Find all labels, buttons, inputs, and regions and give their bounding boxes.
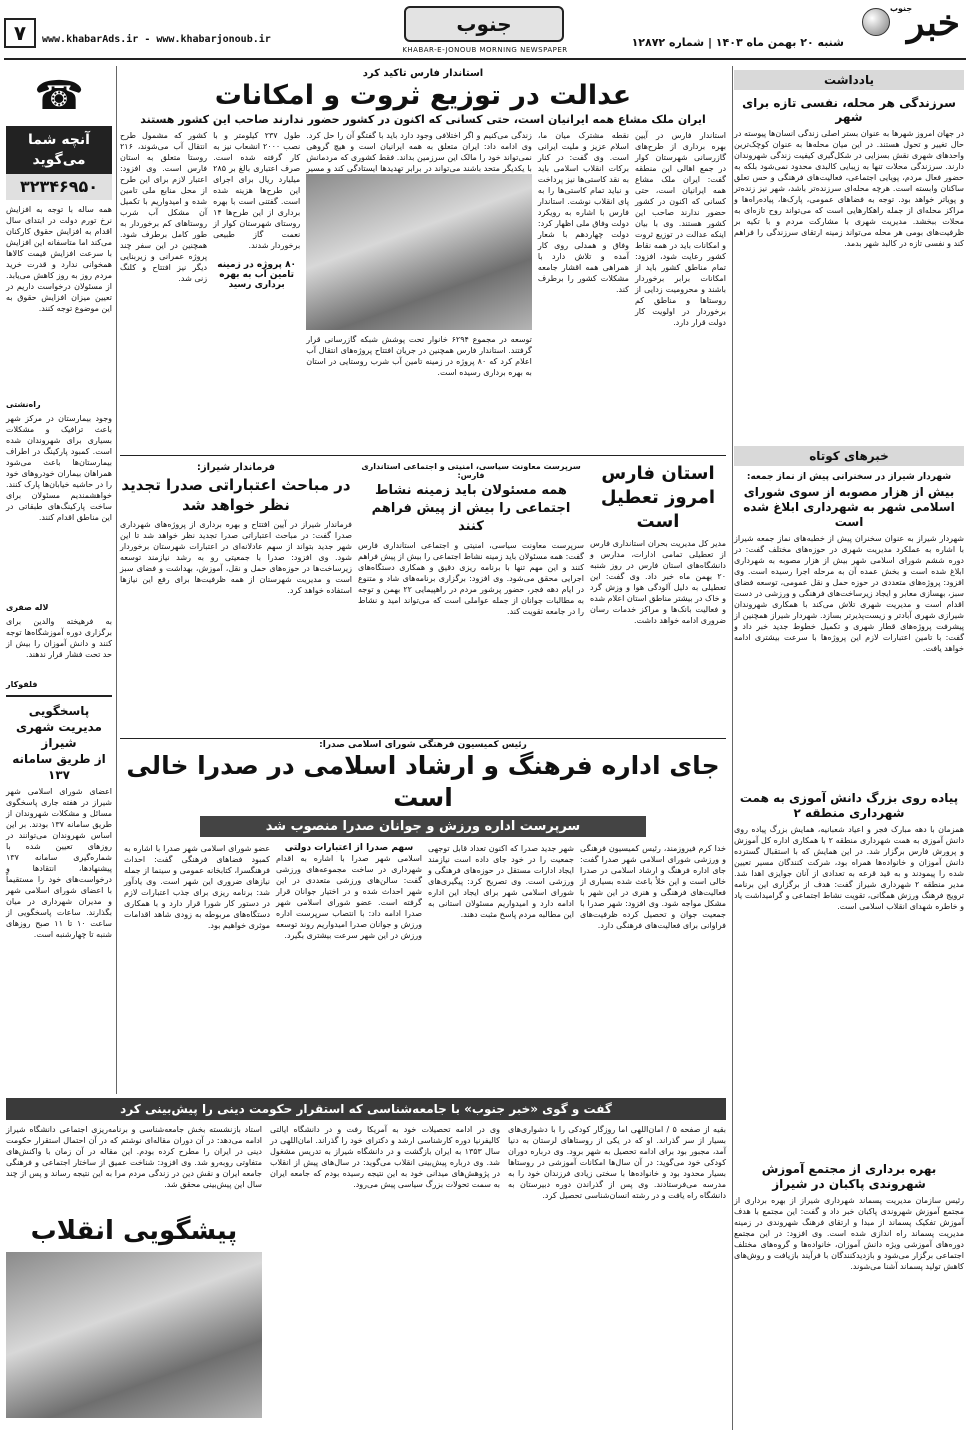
short-news-2-headline: پیاده روی بزرگ دانش آموزی به همت شهرداری منطقه ۲: [739, 791, 959, 820]
vitality-article: [358, 462, 584, 734]
page-number: ۷: [13, 21, 27, 45]
short-news-3-body: رئیس سازمان مدیریت پسماند شهرداری شیراز از بهره برداری از مجتمع آموزش شهروندی پاکبان خبر داد و گفت: این مجتمع با هدف آموزش تفکیک پسماند از مبدا و ارتقای فرهنگ شهروندی در زمینه مدیریت پسماند راه اندازی شده است. وی افزود: در این مجتمع دوره‌های آموزشی ویژه دانش آموزان، خانواده‌ها و گروه‌های مختلف اجتماعی برگزار می‌شود و بازدیدکنندگان با فرآیند بازیافت و روش‌های کاهش تولید پسماند آشنا می‌شوند.: [734, 1196, 964, 1271]
readers-phone-number: ۳۲۳۴۶۹۵۰: [6, 174, 112, 200]
side-row-rule: [120, 455, 726, 456]
short-news-1-headline: بیش از هزار مصوبه از سوی شورای اسلامی شهر به شهرداری ابلاغ شده است: [743, 485, 955, 529]
readers-msg-2-author: لاله صفری: [6, 603, 49, 612]
masthead-websites: www.khabarAds.ir - www.khabarjonoub.ir: [42, 34, 271, 45]
main-article-box-body: توسعه در مجموع ۶۲۹۴ خانوار تحت پوشش شبکه گازرسانی قرار گرفتند. استاندار فارس همچنین در جریان افتتاح پروژه‌های انتقال آب اعلام کرد که ۸۰ پروژه در زمینه تامین آب شرب روستایی در استان به بهره برداری رسیده است.: [306, 335, 532, 377]
masthead-date-issue: شنبه ۲۰ بهمن ماه ۱۴۰۳ | شماره ۱۲۸۷۲: [631, 36, 844, 49]
main-article-col4: طول ۲۳۷ کیلومتر و با نصب ۲۰۰۰ انشعاب نیز به کار گرفته شده است. صرف اعتباری بالغ بر ۲۸۵ میلیارد ریال برای اجرای این طرح‌ها هزینه شده است. گفتنی است با بهره برداری از این طرح‌ها ۱۴ روستای شهرستان کوار از نعمت گاز طبیعی برخوردار شدند.: [213, 131, 301, 250]
fars-closed-headline: استان فارس امروز تعطیل است: [600, 463, 716, 532]
sadra-budget-headline: در مباحث اعتباراتی صدرا تجدید نظر خواهد شد: [121, 476, 351, 514]
main-article-col5: کشور که مشمول طرح انتقال آب می‌شوند، ۲۱۶ روستا متعلق به استان فارس است. وی افزود: اعتبار لازم برای این طرح از محل منابع ملی تامین شده و امیدواریم با تکمیل آن مشکل آب شرب روستاهای کم برخوردار به طور کامل برطرف شود. همچنین در این سفر چند پروژه عمرانی و زیربنایی دیگر نیز افتتاح و کلنگ زنی شد.: [119, 131, 208, 283]
main-article: [120, 66, 726, 451]
readers-column: [6, 66, 112, 1094]
sadra-culture-kicker: رئیس کمیسیون فرهنگی شورای اسلامی صدرا:: [319, 740, 527, 750]
masthead-logo: [846, 2, 964, 52]
sadra-budget-kicker: فرماندار شیراز:: [196, 462, 276, 473]
short-news-1-body: شهردار شیراز به عنوان سخنران پیش از خطبه‌های نماز جمعه شیراز با اشاره به عملکرد مدیریت شهری در حوزه‌های مختلف گفت: در دوره ششم شورای اسلامی شهر بیش از هزار مصوبه به شهرداری ابلاغ شده است و بخش عمده آن به مرحله اجرا رسیده است. وی افزود: پروژه‌های متعددی در حوزه حمل و نقل عمومی، توسعه فضای سبز، بهسازی معابر و ایجاد زیرساخت‌های فرهنگی و ورزشی در دست اقدام است و مدیریت شهری تلاش می‌کند با همکاری شهروندان شیرازی شهری آبادتر و زیست‌پذیرتر بسازد. شهردار شیراز همچنین از پیشرفت پروژه‌های قطار شهری و تکمیل خطوط جدید خبر داد و گفت: با تامین اعتبارات لازم این پروژه‌ها با سرعت بیشتری ادامه خواهد یافت.: [734, 534, 964, 653]
readers-msg-3: به فرهیخته والدین برای برگزاری دوره آموزشگاه‌ها توجه کنند و دانش آموزان را بیش از حد تحت فشار قرار ندهند.: [6, 617, 112, 659]
reply-subtitle: از طریق سامانه ۱۳۷: [12, 752, 106, 782]
interview-headline: پیشگویی انقلاب: [30, 1216, 238, 1246]
interview-article: [6, 1124, 726, 1430]
masthead: [0, 0, 970, 62]
main-article-kicker: استاندار فارس تاکید کرد: [362, 68, 484, 79]
reply-title: پاسخگویی مدیریت شهری شیراز: [16, 704, 102, 750]
sadra-budget-body: فرماندار شیراز در آیین افتتاح و بهره برداری از پروژه‌های شهرداری صدرا گفت: در مباحث اعتباراتی صدرا تجدید نظر خواهد شد تا این شهر جدید بتواند از سهم عادلانه‌ای در اعتبارات شهرستان برخوردار شود. وی افزود: صدرا با جمعیتی رو به رشد نیازمند توسعه زیرساخت‌ها در حوزه‌های حمل و نقل، آموزش، بهداشت و فضای سبز است و مدیریت شهرستان از همه ظرفیت‌ها برای رفع این نیازها استفاده خواهد کرد.: [120, 520, 352, 595]
sadra-culture-inner-kicker: سهم صدرا از اعتبارات دولتی: [284, 843, 414, 853]
divider-right: [732, 66, 733, 1430]
sadra-culture-subhead: سرپرست اداره ورزش و جوانان صدرا منصوب شد: [200, 816, 646, 837]
divider-left: [116, 66, 117, 1094]
interview-col3: استاد بازنشسته بخش جامعه‌شناسی و برنامه‌ریزی اجتماعی دانشگاه شیراز ادامه می‌دهد: در آن دوران مقاله‌ای نوشتم که در آن احتمال استقرار حکومت دینی در ایران را مطرح کرده بودم. این مقاله در آن زمان با واکنش‌های متفاوتی روبه‌رو شد. وی افزود: شناخت عمیق از ساختار اجتماعی و فرهنگی جامعه ایران و نقش دین در زندگی مردم مرا به این نتیجه رساند و پس از چند سال این پیش‌بینی محقق شد.: [6, 1125, 262, 1189]
vitality-body: سرپرست معاونت سیاسی، امنیتی و اجتماعی استانداری فارس گفت: همه مسئولان باید زمینه نشاط اجتماعی را بیش از پیش فراهم کنند و این مهم تنها با برنامه ریزی دقیق و همکاری دستگاه‌های اجرایی محقق می‌شود. وی افزود: برگزاری برنامه‌های شاد و متنوع در ایام دهه فجر، حضور پرشور مردم در راهپیمایی ۲۲ بهمن و توجه به مطالبات جوانان از جمله عواملی است که می‌تواند امید و نشاط را در جامعه تقویت کند.: [358, 541, 585, 616]
main-article-subhead: ایران ملک مشاع همه ایرانیان است، حتی کسانی که اکنون در کشور حضور ندارند صاحب این کشور هستند: [140, 113, 706, 126]
section-box: [404, 6, 564, 42]
main-article-box-headline: ۸۰ پروژه در زمینه تامین آب به بهره برداری رسید: [217, 260, 297, 290]
sadra-culture-col2: شهر جدید صدرا که اکنون تعداد قابل توجهی جمعیت را در خود جای داده است نیازمند ایجاد ادارات مستقل در حوزه‌های فرهنگی و ورزشی است. وی تصریح کرد: پیگیری‌های شورای اسلامی شهر برای ایجاد این اداره ادامه دارد و امیدواریم مسئولان استانی به این مطالبه مردم پاسخ مثبت دهند.: [428, 844, 574, 919]
section-title: جنوب: [456, 12, 512, 36]
main-article-col3: زندگی می‌کنیم و اگر اختلافی وجود دارد باید با گفتگو آن را حل کرد. وی ادامه داد: ایران متعلق به همه ایرانیان است و هیچ گروهی نمی‌تواند خود را مالک این سرزمین بداند. فقط کشوری که مردمانش با یکدیگر متحد باشند می‌تواند در برابر تهدیدها ایستادگی کند و مسیر: [306, 131, 532, 173]
vitality-headline: همه مسئولان باید زمینه نشاط اجتماعی را بیش از پیش فراهم کنند: [371, 483, 571, 534]
fars-closed-article: [590, 462, 726, 734]
readers-msg-2: وجود بیمارستان در مرکز شهر باعث ترافیک و مشکلات بسیاری برای شهروندان شده است. کمبود پارکینگ در اطراف بیمارستان‌ها باعث می‌شود همراهان بیماران خودروهای خود را در حاشیه خیابان‌ها پارک کنند. خواهشمندیم مسئولان برای ساخت پارکینگ‌های طبقاتی در این مناطق اقدام کنند.: [6, 414, 112, 522]
yaddasht-headline: سرزندگی هر محله، نفسی تازه برای شهر: [742, 96, 956, 124]
telephone-icon: ☎: [34, 73, 84, 119]
readers-box-title: آنچه شما می‌گوید: [6, 126, 112, 174]
readers-separator: [6, 695, 112, 697]
short-news-3-headline: بهره برداری از مجتمع آموزش شهروندی پاکبان در شیراز: [761, 1162, 937, 1191]
sadra-rule: [120, 738, 726, 739]
main-article-col1: استاندار فارس در آیین بهره برداری از طرح‌های گازرسانی شهرستان کوار در جمع اهالی این منطقه گفت: ایران ملک مشاع همه ایرانیان است، حتی کسانی که اکنون در کشور حضور ندارند صاحب این کشور هستند. وی با بیان اینکه عدالت در توزیع ثروت و امکانات باید در همه نقاط کشور رعایت شود، افزود: تمام مناطق کشور باید از امکانات برابر برخوردار باشند و محرومیت زدایی از روستاها و مناطق کم برخوردار در اولویت کار دولت قرار دارد.: [634, 131, 726, 327]
short-news-box: [734, 446, 964, 1426]
sadra-budget-article: [120, 462, 352, 734]
yaddasht-body: در جهان امروز شهرها به عنوان بستر اصلی زندگی انسان‌ها پیوسته در حال تغییر و تحول هستند. در این میان محله‌ها به عنوان کوچک‌ترین واحدهای شهری نقش بسزایی در شکل‌گیری کیفیت زندگی شهروندان دارند. سرزندگی محلات تنها به زیبایی کالبدی محدود نمی‌شود بلکه به حضور فعال مردم، پویایی اجتماعی، فعالیت‌های فرهنگی و حس تعلق ساکنان وابسته است. هرچه محله‌ای سرزنده‌تر باشد، شهر نیز زنده‌تر و پویاتر خواهد بود. توجه به فضاهای عمومی، پارک‌ها، پیاده‌راه‌ها و مراکز محله‌ای از جمله راهکارهایی است که می‌تواند روح تازه‌ای به محلات ببخشد. مدیریت شهری با مشارکت مردم و با تکیه بر ظرفیت‌های بومی هر محله می‌تواند زمینه ارتقای سرزندگی را فراهم کند و نفسی تازه در کالبد شهر بدمد.: [734, 129, 964, 248]
yaddasht-box-title: یادداشت: [734, 70, 964, 90]
interview-col2: وی در ادامه تحصیلات خود به آمریکا رفت و در دانشگاه ایالتی کالیفرنیا دوره کارشناسی ارشد و دکترای خود را گذراند. امان‌اللهی در سال ۱۳۵۳ به ایران بازگشت و در دانشگاه شیراز به تدریس مشغول شد. وی درباره پیش‌بینی انقلاب می‌گوید: در سال‌های پیش از انقلاب در پژوهش‌های میدانی خود به این نتیجه رسیده بودم که جامعه ایران به سمت تحولات بزرگ سیاسی پیش می‌رود.: [270, 1125, 501, 1189]
interview-col1: بقیه از صفحه ۵ / امان‌اللهی اما روزگار کودکی را با دشواری‌های بسیار از سر گذراند. او که در یکی از روستاهای لرستان به دنیا آمد، مجبور بود برای ادامه تحصیل به شهر برود. وی درباره دوران کودکی خود می‌گوید: در آن سال‌ها امکانات آموزشی در روستاها بسیار محدود بود و خانواده‌ها با سختی زیادی فرزندان خود را به مدرسه می‌فرستادند. وی پس از گذراندن دوره دبیرستان به دانشگاه راه یافت و در رشته انسان‌شناسی تحصیل کرد.: [508, 1125, 727, 1200]
logo-text: خبر: [907, 2, 960, 44]
sadra-culture-col4: عضو شورای اسلامی شهر صدرا با اشاره به کمبود فضاهای فرهنگی گفت: احداث فرهنگسرا، کتابخانه عمومی و سینما از جمله نیازهای ضروری این شهر است. وی یادآور شد: برنامه ریزی برای جذب اعتبارات لازم در دستور کار شورا قرار دارد و با همکاری دستگاه‌های مربوطه به زودی شاهد اقدامات موثری خواهیم بود.: [124, 844, 270, 930]
sadra-culture-headline: جای اداره فرهنگ و ارشاد اسلامی در صدرا خالی است: [126, 751, 720, 812]
short-news-1-kicker: شهردار شیراز در سخنرانی پیش از نماز جمعه:: [746, 472, 952, 482]
main-article-headline: عدالت در توزیع ثروت و امکانات: [214, 80, 632, 111]
short-news-2-body: همزمان با دهه مبارک فجر و اعیاد شعبانیه، همایش بزرگ پیاده روی دانش آموزی به همت شهرداری منطقه ۲ با همکاری اداره کل آموزش و پرورش فارس برگزار شد. در این همایش که با استقبال گسترده دانش آموزان و خانواده‌ها همراه بود، شرکت کنندگان مسیر تعیین شده را پیمودند و به قید قرعه به تعدادی از آنان جوایزی اهدا شد. مدیر منطقه ۲ شهرداری شیراز گفت: هدف از برگزاری این برنامه ترویج فرهنگ ورزش همگانی، تقویت نشاط اجتماعی و گرامیداشت یاد و خاطره شهدای انقلاب اسلامی است.: [734, 825, 965, 911]
yaddasht-box: [734, 70, 964, 440]
main-article-col2: نقطه مشترک میان ما، اسلام عزیز و ملیت ایرانی است. وی گفت: در کنار برکات انقلاب اسلامی باید به نقد کاستی‌ها نیز پرداخت و نباید تمام کاستی‌ها را به پای انقلاب نوشت. استاندار فارس با اشاره به رویکرد دولت وفاق ملی اظهار کرد: دولت چهاردهم با شعار وفاق و همدلی روی کار آمده و تلاش دارد با همراهی همه اقشار جامعه مشکلات کشور را برطرف کند.: [537, 131, 629, 294]
page-number-box: [4, 18, 36, 48]
sadra-culture-article: [120, 740, 726, 1095]
readers-msg-1: همه ساله با توجه به افزایش نرخ تورم دولت در ابتدای سال اقدام به افزایش حقوق کارکنان می‌کند اما متاسفانه این افزایش با سرعت افزایش قیمت کالاها همخوانی ندارد و قدرت خرید مردم روز به روز کاهش می‌یابد. از مسئولان درخواست داریم در تعیین میزان افزایش حقوق به این موضوع توجه کنند.: [6, 205, 112, 313]
masthead-rule: [4, 58, 966, 60]
short-news-title: خبرهای کوتاه: [734, 446, 964, 466]
main-article-photo: [306, 174, 532, 330]
vitality-kicker: سرپرست معاونت سیاسی، امنیتی و اجتماعی استانداری فارس:: [361, 462, 581, 480]
sadra-culture-col3: اسلامی شهر صدرا با اشاره به اقدام شهرداری در ساخت مجموعه‌های ورزشی گفت: سالن‌های ورزشی متعددی در این شهر احداث شده و در اختیار جوانان قرار گرفته است. عضو شورای اسلامی شهر صدرا ادامه داد: با انتصاب سرپرست اداره ورزش و جوانان صدرا امیدواریم روند توسعه ورزش در این شهر سرعت بیشتری بگیرد.: [276, 854, 422, 940]
fars-closed-body: مدیر کل مدیریت بحران استانداری فارس از تعطیلی تمامی ادارات، مدارس و دانشگاه‌های استان فارس در روز شنبه ۲۰ بهمن ماه خبر داد. وی گفت: این تعطیلی به دلیل آلودگی هوا و وزش گرد و خاک در بیشتر مناطق استان اعلام شده و فعالیت بانک‌ها و مراکز خدمات رسان ضروری ادامه خواهد داشت.: [590, 539, 726, 625]
globe-icon: [862, 8, 890, 36]
interview-photo: [6, 1252, 262, 1418]
readers-msg-1-author: راه‌نشتی: [6, 400, 41, 409]
sadra-culture-col1: خدا کرم فیروزمند، رئیس کمیسیون فرهنگی و ورزشی شورای اسلامی شهر صدرا گفت: جای اداره فرهنگ و ارشاد اسلامی در صدرا خالی است و این خلأ باعث شده بسیاری از فعالیت‌های فرهنگی و هنری در این شهر با مشکل مواجه شود. وی افزود: شهر صدرا با جمعیت جوان و تحصیل کرده ظرفیت‌های فراوانی برای فعالیت‌های فرهنگی دارد.: [580, 844, 726, 930]
reply-body: اعضای شورای اسلامی شهر شیراز در هفته جاری پاسخگوی مسائل و مشکلات شهروندان از طریق سامانه ۱۳۷ بودند. بر این اساس شهروندان می‌توانند در روزهای تعیین شده با شماره‌گیری سامانه ۱۳۷ پیشنهادها، انتقادها و درخواست‌های خود را مستقیماً با اعضای شورای اسلامی شهر و مدیران شهرداری در میان بگذارند. ساعات پاسخگویی از ساعت ۱۰ تا ۱۱ صبح روزهای شنبه تا چهارشنبه است.: [6, 787, 112, 939]
interview-banner: گفت و گوی «خبر جنوب» با جامعه‌شناسی که استقرار حکومت دینی را پیش‌بینی کرد: [6, 1098, 726, 1120]
logo-subtext: جنوب: [890, 4, 913, 13]
readers-msg-3-author: فلفوکار: [6, 680, 38, 689]
masthead-en-name: KHABAR-E-JONOUB MORNING NEWSPAPER: [402, 46, 568, 54]
